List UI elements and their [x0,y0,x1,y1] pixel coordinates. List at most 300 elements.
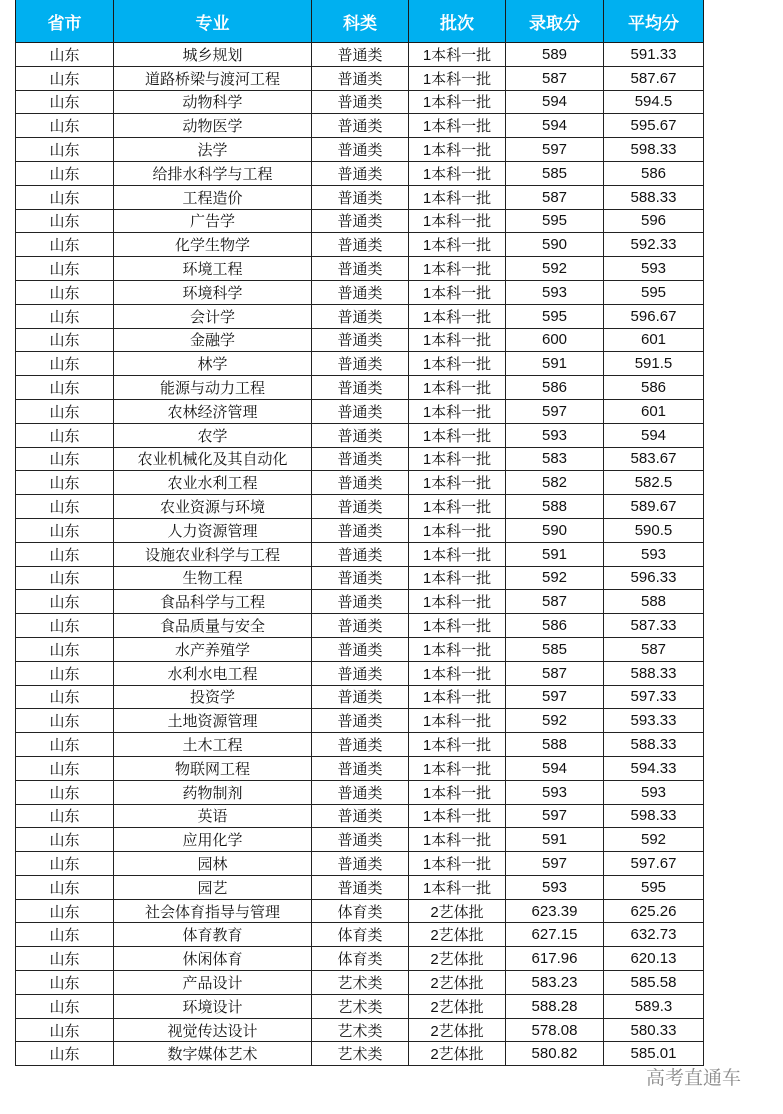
cell-min-score: 592 [506,709,604,733]
table-row [16,257,704,281]
cell-province: 山东 [16,875,114,899]
cell-batch: 1本科一批 [409,756,506,780]
table-row [16,471,704,495]
cell-batch: 1本科一批 [409,685,506,709]
table-row [16,138,704,162]
cell-batch: 1本科一批 [409,828,506,852]
cell-major: 林学 [114,352,312,376]
cell-province: 山东 [16,495,114,519]
cell-batch: 1本科一批 [409,114,506,138]
cell-min-score: 578.08 [506,1018,604,1042]
cell-category: 普通类 [312,447,409,471]
table-row [16,994,704,1018]
cell-major: 农学 [114,423,312,447]
cell-avg-score: 593.33 [604,709,704,733]
cell-category: 普通类 [312,637,409,661]
cell-major: 园艺 [114,875,312,899]
cell-province: 山东 [16,352,114,376]
cell-min-score: 589 [506,43,604,67]
cell-avg-score: 594.33 [604,756,704,780]
cell-avg-score: 594 [604,423,704,447]
cell-category: 普通类 [312,685,409,709]
cell-major: 化学生物学 [114,233,312,257]
cell-province: 山东 [16,161,114,185]
cell-province: 山东 [16,114,114,138]
table-row [16,685,704,709]
cell-province: 山东 [16,328,114,352]
header-province: 省市 [16,0,114,43]
table-row [16,399,704,423]
cell-major: 农林经济管理 [114,399,312,423]
cell-category: 普通类 [312,423,409,447]
cell-major: 环境工程 [114,257,312,281]
cell-province: 山东 [16,947,114,971]
cell-min-score: 593 [506,423,604,447]
cell-avg-score: 601 [604,399,704,423]
table-row [16,1042,704,1066]
cell-province: 山东 [16,780,114,804]
cell-major: 土地资源管理 [114,709,312,733]
cell-major: 物联网工程 [114,756,312,780]
cell-min-score: 587 [506,590,604,614]
cell-category: 艺术类 [312,1018,409,1042]
table-row [16,185,704,209]
cell-province: 山东 [16,233,114,257]
table-row [16,280,704,304]
table-row [16,828,704,852]
cell-category: 普通类 [312,542,409,566]
cell-major: 农业水利工程 [114,471,312,495]
cell-batch: 1本科一批 [409,328,506,352]
header-batch: 批次 [409,0,506,43]
table-row [16,756,704,780]
cell-min-score: 593 [506,780,604,804]
cell-batch: 1本科一批 [409,875,506,899]
table-row [16,209,704,233]
cell-category: 普通类 [312,352,409,376]
admission-scores-table [15,0,704,1066]
table-row [16,875,704,899]
cell-province: 山东 [16,209,114,233]
cell-avg-score: 586 [604,161,704,185]
cell-min-score: 580.82 [506,1042,604,1066]
cell-category: 普通类 [312,756,409,780]
table-row [16,161,704,185]
cell-province: 山东 [16,447,114,471]
table-row [16,233,704,257]
cell-province: 山东 [16,518,114,542]
cell-province: 山东 [16,971,114,995]
cell-min-score: 592 [506,566,604,590]
cell-avg-score: 588.33 [604,733,704,757]
cell-batch: 1本科一批 [409,566,506,590]
cell-batch: 2艺体批 [409,994,506,1018]
cell-category: 普通类 [312,43,409,67]
cell-min-score: 586 [506,614,604,638]
cell-major: 金融学 [114,328,312,352]
cell-avg-score: 632.73 [604,923,704,947]
cell-category: 体育类 [312,947,409,971]
cell-min-score: 617.96 [506,947,604,971]
cell-min-score: 591 [506,828,604,852]
cell-province: 山东 [16,661,114,685]
cell-category: 普通类 [312,209,409,233]
cell-category: 普通类 [312,518,409,542]
cell-min-score: 594 [506,114,604,138]
table-row [16,637,704,661]
cell-category: 体育类 [312,899,409,923]
cell-avg-score: 590.5 [604,518,704,542]
cell-avg-score: 595 [604,280,704,304]
header-category: 科类 [312,0,409,43]
cell-major: 数字媒体艺术 [114,1042,312,1066]
table-row [16,43,704,67]
table-row [16,780,704,804]
cell-category: 普通类 [312,280,409,304]
cell-category: 普通类 [312,328,409,352]
table-row [16,923,704,947]
cell-category: 普通类 [312,828,409,852]
table-row [16,566,704,590]
cell-province: 山东 [16,899,114,923]
cell-batch: 1本科一批 [409,471,506,495]
table-row [16,542,704,566]
cell-province: 山东 [16,637,114,661]
cell-min-score: 582 [506,471,604,495]
cell-category: 普通类 [312,257,409,281]
cell-min-score: 591 [506,352,604,376]
cell-major: 广告学 [114,209,312,233]
cell-category: 普通类 [312,376,409,400]
cell-province: 山东 [16,423,114,447]
table-row [16,1018,704,1042]
cell-major: 设施农业科学与工程 [114,542,312,566]
cell-category: 普通类 [312,709,409,733]
cell-category: 普通类 [312,114,409,138]
cell-batch: 1本科一批 [409,399,506,423]
cell-province: 山东 [16,685,114,709]
cell-province: 山东 [16,994,114,1018]
cell-min-score: 586 [506,376,604,400]
cell-major: 视觉传达设计 [114,1018,312,1042]
cell-category: 普通类 [312,138,409,162]
cell-major: 环境设计 [114,994,312,1018]
cell-major: 农业资源与环境 [114,495,312,519]
cell-batch: 1本科一批 [409,161,506,185]
cell-batch: 1本科一批 [409,43,506,67]
cell-min-score: 587 [506,185,604,209]
cell-batch: 1本科一批 [409,185,506,209]
cell-min-score: 594 [506,756,604,780]
cell-major: 动物医学 [114,114,312,138]
cell-min-score: 583.23 [506,971,604,995]
cell-major: 英语 [114,804,312,828]
cell-province: 山东 [16,90,114,114]
cell-batch: 1本科一批 [409,280,506,304]
cell-category: 普通类 [312,495,409,519]
cell-batch: 1本科一批 [409,852,506,876]
cell-batch: 2艺体批 [409,947,506,971]
cell-avg-score: 591.5 [604,352,704,376]
cell-major: 投资学 [114,685,312,709]
cell-batch: 2艺体批 [409,1042,506,1066]
cell-avg-score: 596.33 [604,566,704,590]
cell-avg-score: 580.33 [604,1018,704,1042]
header-min-score: 录取分 [506,0,604,43]
cell-avg-score: 582.5 [604,471,704,495]
cell-avg-score: 601 [604,328,704,352]
cell-batch: 1本科一批 [409,257,506,281]
cell-avg-score: 596.67 [604,304,704,328]
cell-category: 普通类 [312,614,409,638]
table-row [16,328,704,352]
cell-major: 人力资源管理 [114,518,312,542]
cell-province: 山东 [16,471,114,495]
table-row [16,114,704,138]
cell-batch: 1本科一批 [409,138,506,162]
cell-category: 普通类 [312,399,409,423]
cell-category: 普通类 [312,304,409,328]
cell-avg-score: 587.33 [604,614,704,638]
cell-avg-score: 587 [604,637,704,661]
cell-min-score: 587 [506,661,604,685]
cell-min-score: 600 [506,328,604,352]
cell-avg-score: 589.3 [604,994,704,1018]
cell-major: 食品科学与工程 [114,590,312,614]
cell-province: 山东 [16,185,114,209]
cell-category: 普通类 [312,875,409,899]
table-row [16,899,704,923]
cell-province: 山东 [16,542,114,566]
cell-major: 应用化学 [114,828,312,852]
cell-avg-score: 596 [604,209,704,233]
cell-avg-score: 598.33 [604,804,704,828]
cell-batch: 1本科一批 [409,66,506,90]
cell-min-score: 597 [506,804,604,828]
cell-avg-score: 593 [604,257,704,281]
cell-avg-score: 597.67 [604,852,704,876]
cell-category: 普通类 [312,185,409,209]
cell-category: 艺术类 [312,1042,409,1066]
cell-min-score: 593 [506,280,604,304]
cell-major: 道路桥梁与渡河工程 [114,66,312,90]
cell-batch: 1本科一批 [409,542,506,566]
cell-min-score: 588 [506,733,604,757]
cell-avg-score: 620.13 [604,947,704,971]
cell-major: 休闲体育 [114,947,312,971]
cell-min-score: 597 [506,138,604,162]
cell-province: 山东 [16,1018,114,1042]
cell-avg-score: 583.67 [604,447,704,471]
cell-min-score: 587 [506,66,604,90]
header-avg-score: 平均分 [604,0,704,43]
cell-batch: 1本科一批 [409,733,506,757]
cell-avg-score: 592.33 [604,233,704,257]
cell-province: 山东 [16,614,114,638]
cell-province: 山东 [16,1042,114,1066]
cell-major: 食品质量与安全 [114,614,312,638]
cell-batch: 2艺体批 [409,971,506,995]
cell-major: 生物工程 [114,566,312,590]
table-row [16,590,704,614]
cell-min-score: 588.28 [506,994,604,1018]
cell-batch: 1本科一批 [409,376,506,400]
cell-major: 农业机械化及其自动化 [114,447,312,471]
table-row [16,733,704,757]
cell-category: 普通类 [312,852,409,876]
table-row [16,66,704,90]
cell-province: 山东 [16,566,114,590]
cell-avg-score: 597.33 [604,685,704,709]
cell-avg-score: 625.26 [604,899,704,923]
cell-major: 园林 [114,852,312,876]
cell-avg-score: 585.58 [604,971,704,995]
cell-min-score: 623.39 [506,899,604,923]
cell-category: 普通类 [312,590,409,614]
cell-province: 山东 [16,43,114,67]
table-row [16,423,704,447]
cell-min-score: 585 [506,637,604,661]
cell-min-score: 592 [506,257,604,281]
cell-avg-score: 592 [604,828,704,852]
cell-batch: 1本科一批 [409,90,506,114]
cell-avg-score: 595 [604,875,704,899]
cell-min-score: 595 [506,209,604,233]
table-row [16,447,704,471]
watermark: 高考直通车 [646,1067,742,1089]
cell-province: 山东 [16,590,114,614]
table-row [16,495,704,519]
cell-min-score: 594 [506,90,604,114]
cell-avg-score: 589.67 [604,495,704,519]
cell-avg-score: 595.67 [604,114,704,138]
cell-batch: 2艺体批 [409,1018,506,1042]
cell-major: 城乡规划 [114,43,312,67]
cell-min-score: 597 [506,852,604,876]
cell-batch: 1本科一批 [409,709,506,733]
cell-province: 山东 [16,923,114,947]
cell-min-score: 590 [506,233,604,257]
cell-batch: 1本科一批 [409,495,506,519]
cell-batch: 1本科一批 [409,209,506,233]
cell-batch: 1本科一批 [409,661,506,685]
cell-avg-score: 586 [604,376,704,400]
cell-batch: 1本科一批 [409,447,506,471]
cell-avg-score: 587.67 [604,66,704,90]
cell-major: 体育教育 [114,923,312,947]
table-row [16,518,704,542]
table-row [16,852,704,876]
cell-major: 水利水电工程 [114,661,312,685]
cell-batch: 1本科一批 [409,518,506,542]
cell-avg-score: 588.33 [604,661,704,685]
cell-batch: 1本科一批 [409,637,506,661]
table-row [16,661,704,685]
cell-min-score: 627.15 [506,923,604,947]
cell-avg-score: 588.33 [604,185,704,209]
cell-major: 社会体育指导与管理 [114,899,312,923]
cell-major: 土木工程 [114,733,312,757]
cell-min-score: 595 [506,304,604,328]
header-major: 专业 [114,0,312,43]
cell-avg-score: 598.33 [604,138,704,162]
cell-province: 山东 [16,138,114,162]
table-row [16,614,704,638]
cell-province: 山东 [16,376,114,400]
cell-batch: 1本科一批 [409,590,506,614]
cell-avg-score: 593 [604,780,704,804]
cell-category: 普通类 [312,566,409,590]
cell-min-score: 591 [506,542,604,566]
table-row [16,376,704,400]
cell-avg-score: 594.5 [604,90,704,114]
cell-avg-score: 593 [604,542,704,566]
cell-province: 山东 [16,304,114,328]
table-row [16,352,704,376]
cell-major: 工程造价 [114,185,312,209]
cell-province: 山东 [16,804,114,828]
cell-min-score: 588 [506,495,604,519]
cell-min-score: 597 [506,685,604,709]
table-row [16,971,704,995]
cell-major: 药物制剂 [114,780,312,804]
cell-batch: 1本科一批 [409,352,506,376]
table-row [16,90,704,114]
cell-min-score: 585 [506,161,604,185]
cell-batch: 2艺体批 [409,899,506,923]
cell-province: 山东 [16,280,114,304]
cell-major: 能源与动力工程 [114,376,312,400]
cell-min-score: 597 [506,399,604,423]
header-row [16,0,704,43]
cell-category: 普通类 [312,471,409,495]
cell-batch: 1本科一批 [409,804,506,828]
cell-major: 环境科学 [114,280,312,304]
cell-major: 会计学 [114,304,312,328]
cell-major: 产品设计 [114,971,312,995]
cell-major: 给排水科学与工程 [114,161,312,185]
cell-category: 普通类 [312,161,409,185]
table-row [16,304,704,328]
cell-batch: 1本科一批 [409,423,506,447]
table-row [16,947,704,971]
cell-province: 山东 [16,709,114,733]
cell-major: 法学 [114,138,312,162]
table-row [16,804,704,828]
cell-batch: 1本科一批 [409,304,506,328]
table-row [16,709,704,733]
cell-province: 山东 [16,828,114,852]
cell-batch: 1本科一批 [409,233,506,257]
cell-min-score: 583 [506,447,604,471]
cell-category: 普通类 [312,661,409,685]
cell-avg-score: 588 [604,590,704,614]
cell-province: 山东 [16,756,114,780]
cell-province: 山东 [16,733,114,757]
cell-province: 山东 [16,399,114,423]
cell-province: 山东 [16,852,114,876]
cell-category: 普通类 [312,233,409,257]
cell-min-score: 590 [506,518,604,542]
cell-category: 普通类 [312,66,409,90]
cell-category: 艺术类 [312,971,409,995]
cell-category: 普通类 [312,780,409,804]
cell-major: 水产养殖学 [114,637,312,661]
cell-category: 体育类 [312,923,409,947]
cell-province: 山东 [16,66,114,90]
cell-major: 动物科学 [114,90,312,114]
cell-category: 普通类 [312,733,409,757]
